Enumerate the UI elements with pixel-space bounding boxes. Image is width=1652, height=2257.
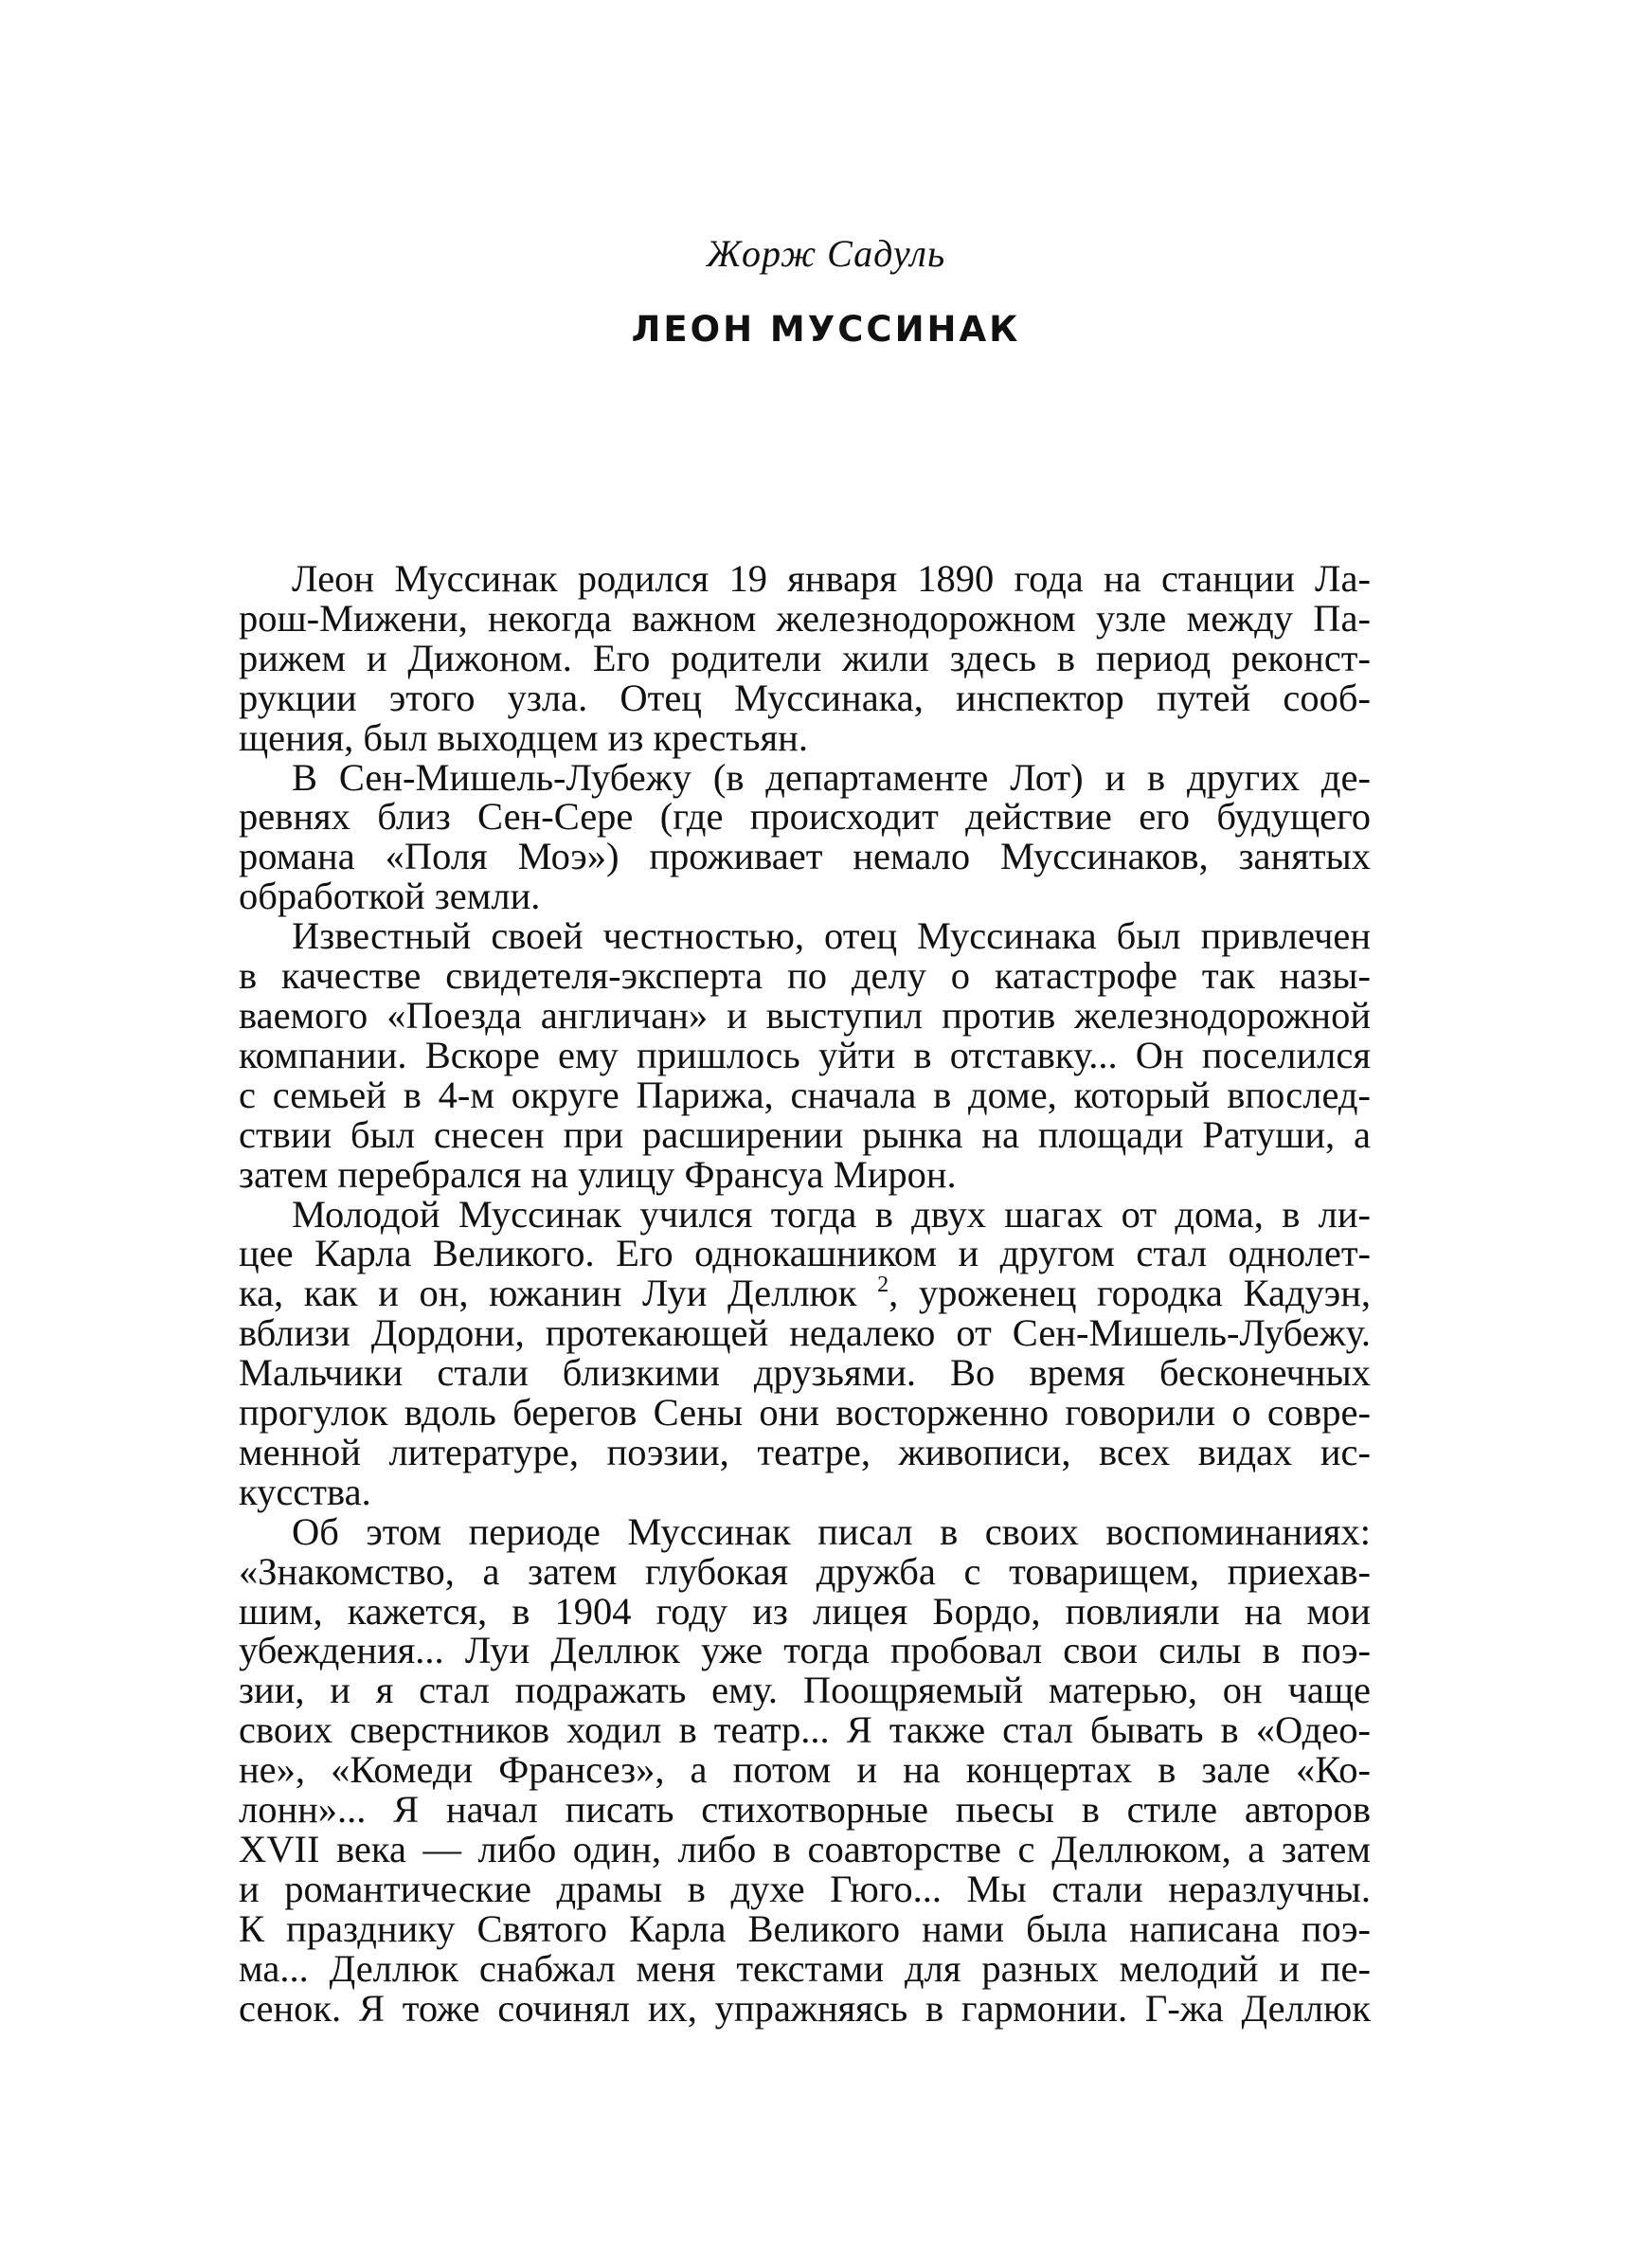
text-line: рукции этого узла. Отец Муссинака, инспектор путей сооб- [239, 676, 1371, 719]
text-line: цее Карла Великого. Его однокашником и другом стал однолет- [239, 1232, 1371, 1275]
text-line: убеждения... Луи Деллюк уже тогда пробовал свои силы в поэ- [239, 1629, 1371, 1672]
text-line: с семьей в 4-м округе Парижа, сначала в доме, который впослед- [239, 1073, 1371, 1116]
text-line: рижем и Дижоном. Его родители жили здесь в период реконст- [239, 636, 1371, 679]
paragraph-1 [239, 559, 1371, 758]
text-line: затем перебрался на улицу Франсуа Мирон. [239, 1152, 957, 1196]
body-text [239, 559, 1371, 2029]
text-line: Леон Муссинак родился 19 января 1890 года на станции Ла- [292, 557, 1371, 600]
text-line: не», «Комеди Франсез», а потом и на концертах в зале «Ко- [239, 1748, 1371, 1792]
text-line: Молодой Муссинак учился тогда в двух шагах от дома, в ли- [292, 1192, 1371, 1236]
paragraph-5 [239, 1509, 1371, 2030]
text-line: менной литературе, поэзии, театре, живописи, всех видах ис- [239, 1430, 1371, 1473]
text-line: ваемого «Поезда англичан» и выступил против железнодорожной [239, 993, 1371, 1037]
text-line: шим, кажется, в 1904 году из лицея Бордо, повлияли на мои [239, 1589, 1371, 1633]
text-line: Об этом периоде Муссинак писал в своих воспоминаниях: [292, 1509, 1371, 1553]
paragraph-2 [239, 755, 1371, 918]
text-line: кусства. [239, 1470, 371, 1513]
text-line: рош-Мижени, некогда важном железнодорожном узле между Па- [239, 596, 1371, 640]
text-line: щения, был выходцем из крестьян. [239, 715, 808, 759]
text-line: прогулок вдоль берегов Сены они восторженно говорили о совре- [239, 1391, 1371, 1435]
text-line: романа «Поля Моэ») проживает немало Муссинаков, занятых [239, 835, 1371, 878]
text-line: В Сен-Мишель-Лубежу (в департаменте Лот) и в других де- [292, 755, 1371, 799]
text-line: XVII века — либо один, либо в соавторстве с Деллюком, а затем [239, 1828, 1371, 1870]
text-line: лонн»... Я начал писать стихотворные пьесы в стиле авторов [239, 1788, 1371, 1832]
text-line: ма... Деллюк снабжал меня текстами для разных мелодий и пе- [239, 1946, 1371, 1990]
text-line: К празднику Святого Карла Великого нами была написана поэ- [239, 1906, 1371, 1950]
footnote-marker: 2 [877, 1273, 889, 1298]
text-line: обработкой земли. [239, 875, 541, 918]
text-line: зии, и я стал подражать ему. Поощряемый матерью, он чаще [239, 1669, 1371, 1712]
text-line: ствии был снесен при расширении рынка на площади Ратуши, а [239, 1112, 1371, 1156]
text-line: Мальчики стали близкими друзьями. Во время бесконечных [239, 1351, 1371, 1395]
paragraph-4 [239, 1192, 1371, 1513]
text-line: сенок. Я тоже сочинял их, упражняясь в гармонии. Г-жа Деллюк [239, 1986, 1371, 2030]
text-line: ревнях близ Сен-Сере (где происходит действие его будущего [239, 795, 1371, 839]
paragraph-3 [239, 916, 1371, 1194]
text-line: Известный своей честностью, отец Муссинака был привлечен [292, 914, 1371, 958]
text-line: вблизи Дордони, протекающей недалеко от Сен-Мишель-Лубежу. [239, 1311, 1371, 1355]
text-fragment: ка, как и он, южанин Луи Деллюк [239, 1272, 857, 1315]
text-line: в качестве свидетеля-эксперта по делу о катастрофе так назы- [239, 954, 1371, 998]
text-line: и романтические драмы в духе Гюго... Мы стали неразлучны. [239, 1867, 1371, 1910]
text-line-with-footnote [239, 1273, 1371, 1313]
text-line: «Знакомство, а затем глубокая дружба с товарищем, приехав- [239, 1549, 1371, 1593]
text-fragment: , уроженец городка Кадуэн, [889, 1272, 1371, 1315]
chapter-title: ЛЕОН МУССИНАК [631, 309, 1021, 350]
author-name: Жорж Садуль [706, 232, 946, 275]
text-line: компании. Вскоре ему пришлось уйти в отставку... Он поселился [239, 1033, 1371, 1076]
text-line: своих сверстников ходил в театр... Я также стал бывать в «Одео- [239, 1708, 1371, 1752]
